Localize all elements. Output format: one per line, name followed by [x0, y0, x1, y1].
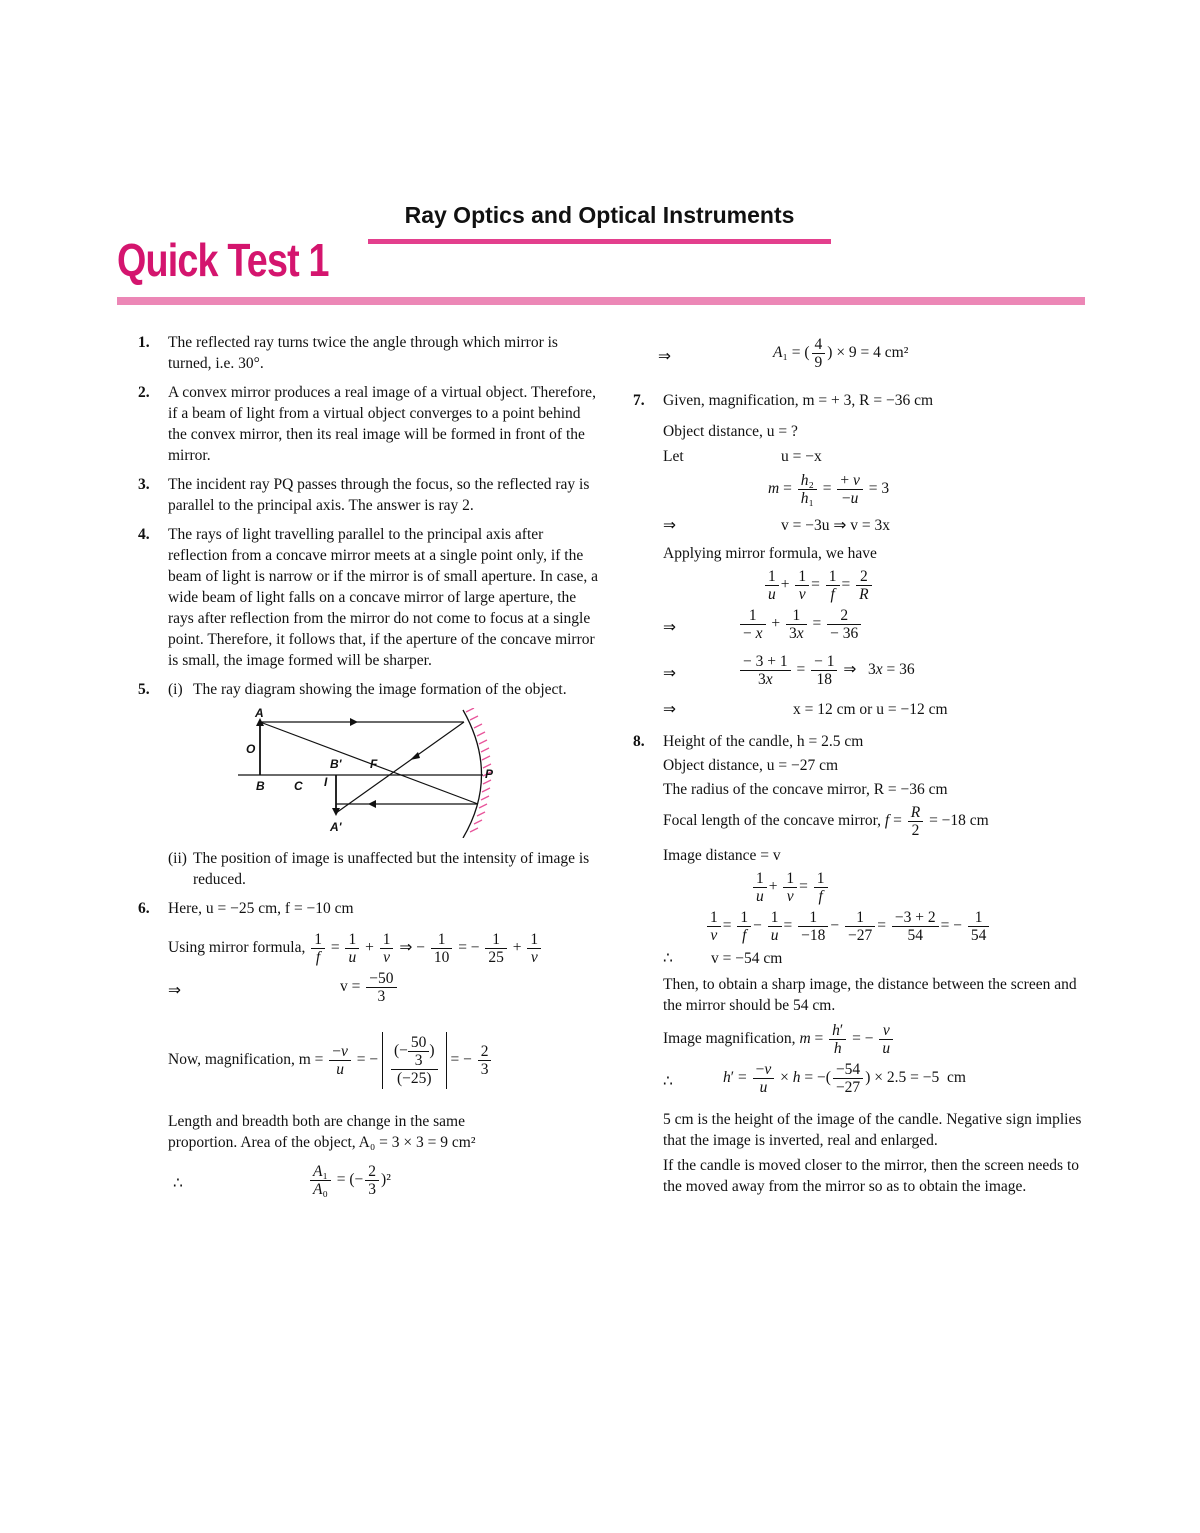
- ray-arrow-icon: [410, 752, 420, 760]
- area-result-line: ⇒ A₁ = ( $\frac{4}{9}$ ) × 9 = 4 cm²: [658, 336, 909, 371]
- v-label: v =: [340, 978, 361, 996]
- ray-through-focus: [260, 722, 478, 804]
- object-distance: Object distance, u = ?: [663, 423, 798, 440]
- answer-number: 3.: [138, 476, 150, 493]
- chapter-title: Ray Optics and Optical Instruments: [404, 202, 795, 228]
- calculation: $\frac{1}{v}$ = $\frac{1}{f}$ − $\frac{1}{u}$ = $\frac{1}{-18}$ − $\frac{1}{-27}$ = $\frac{-3 + 2}{54}$ = − $\frac{1}{54}$: [663, 909, 1088, 944]
- answer-number: 8.: [633, 733, 645, 750]
- magnification-result: = −: [450, 1051, 472, 1069]
- v-result: v = −54 cm: [711, 950, 783, 967]
- label-A-prime: A': [330, 820, 342, 834]
- answer-number: 4.: [138, 526, 150, 543]
- formula-label: Using mirror formula,: [168, 939, 306, 957]
- implies-symbol: ⇒: [168, 982, 181, 999]
- page-title: Quick Test 1: [117, 234, 329, 286]
- given-values: Given, magnification, m = + 3, R = −36 cm: [663, 392, 934, 409]
- ray-diagram: [238, 708, 498, 838]
- answer-6: [138, 898, 598, 1203]
- step-2: ⇒ $\frac{- 3 + 1}{3x}$ = $\frac{- 1}{18}$ ⇒ 3x = 36: [663, 653, 915, 688]
- label-I: I: [324, 775, 328, 789]
- answer-5-part-1: [168, 679, 598, 700]
- step-1: ⇒ $\frac{1}{- x}$ + $\frac{1}{3x}$ = $\frac{2}{- 36}$: [663, 607, 1088, 649]
- mag-numerator: 2: [478, 1043, 492, 1061]
- answer-number: 5.: [138, 681, 150, 698]
- chapter-title-underline: [368, 239, 831, 244]
- label-P: P: [485, 767, 494, 781]
- mirror-radius: The radius of the concave mirror, R = −36 cm: [663, 781, 948, 798]
- part-number: (ii): [168, 850, 187, 867]
- answer-number: 7.: [633, 392, 645, 409]
- v-numerator: −50: [366, 970, 396, 988]
- answer-1: [138, 332, 598, 374]
- answer-text: The rays of light travelling parallel to the principal axis after reflection from a concave mirror meets at a single point only, if the beam of light is narrow or if the mirror is of small aperture. In case, a wide beam of light falls on a concave mirror of large aperture, the rays after reflection from the mirror do not come to focus at a single point. Therefore, it follows that, if the aperture of the concave mirror is small, the image formed will be sharper.: [168, 526, 598, 669]
- magnification-line: Image magnification, m = $\frac{h'}{h}$ = − $\frac{v}{u}$: [663, 1022, 1088, 1057]
- answer-5: [138, 679, 598, 890]
- answer-number: 1.: [138, 334, 150, 351]
- v-result-line: [168, 970, 598, 1010]
- answer-text: A convex mirror produces a real image of a virtual object. Therefore, if a beam of light from a virtual object converges to a point behind the convex mirror, then its real image will be formed in front of the mirror.: [168, 384, 596, 464]
- left-column: [138, 332, 598, 1211]
- part-text: The ray diagram showing the image formation of the object.: [193, 681, 567, 698]
- label-F: F: [370, 757, 378, 771]
- given-values: Here, u = −25 cm, f = −10 cm: [168, 900, 354, 917]
- part-text: The position of image is unaffected but the intensity of image is reduced.: [193, 850, 590, 888]
- answer-text: The incident ray PQ passes through the focus, so the reflected ray is parallel to the principal axis. The answer is ray 2.: [168, 476, 590, 514]
- answer-4: [138, 524, 598, 671]
- ray-arrow-icon: [368, 800, 376, 808]
- answer-2: [138, 382, 598, 466]
- closer-text: If the candle is moved closer to the mirror, then the screen needs to the moved away from the mirror so as to obtain the image.: [663, 1157, 1080, 1195]
- reflected-ray-focus: [336, 722, 464, 813]
- magnification-label: Now, magnification, m =: [168, 1051, 324, 1069]
- let-equation: u = −x: [781, 448, 822, 465]
- object-distance: Object distance, u = −27 cm: [663, 757, 839, 774]
- candle-height: Height of the candle, h = 2.5 cm: [663, 733, 864, 750]
- m-equation: m = $\frac{\text{h₂}}{\text{h₁}}$ = $\frac{+ v}{-u}$ = 3: [768, 472, 890, 507]
- v-denominator: 3: [377, 988, 386, 1005]
- concave-mirror: [463, 710, 482, 838]
- conclusion-text: 5 cm is the height of the image of the candle. Negative sign implies that the image is inverted, real and enlarged.: [663, 1111, 1082, 1149]
- image-distance: Image distance = v: [663, 847, 781, 864]
- right-column: [633, 332, 1088, 1205]
- focal-length: Focal length of the concave mirror, f = $\frac{R}{2}$ = −18 cm: [663, 804, 989, 839]
- mirror-formula: $\frac{1}{u}$ + $\frac{1}{v}$ = $\frac{1}{f}$: [663, 870, 1088, 905]
- magnification-line: Now, magnification, m = $\frac{-v}{u}$ = − (− $\frac{50}{3}$ ) (−25) = − $\frac{2}{3}$: [168, 1032, 598, 1089]
- answer-number: 6.: [138, 900, 150, 917]
- area-ratio-line: ∴ $\frac{\text{A₁}}{\text{A₀}}$ = (− $\frac{2}{3}$ )²: [173, 1163, 391, 1198]
- answer-8: [633, 731, 1088, 1197]
- part-number: (i): [168, 681, 183, 698]
- step-3: x = 12 cm or u = −12 cm: [793, 701, 948, 718]
- label-B-prime: B': [330, 757, 342, 771]
- title-divider: [117, 297, 1085, 305]
- screen-text: Then, to obtain a sharp image, the distance between the screen and the mirror should be 54 cm.: [663, 976, 1077, 1014]
- step-3-line: ⇒ x = 12 cm or u = −12 cm: [663, 701, 948, 718]
- label-C: C: [294, 779, 303, 793]
- label-O: O: [246, 742, 256, 756]
- apply-text: Applying mirror formula, we have: [663, 545, 877, 562]
- answer-text: The reflected ray turns twice the angle through which mirror is turned, i.e. 30°.: [168, 334, 558, 372]
- let-line: [663, 446, 1088, 468]
- h-prime-line: ∴ h′ = $\frac{-v}{u}$ × h = −( $\frac{-54}{-27}$ ) × 2.5 = −5 cm: [663, 1061, 966, 1096]
- v-equation: v = −3u ⇒ v = 3x: [781, 517, 890, 534]
- answer-5-part-2: [168, 848, 598, 890]
- mag-denominator: 3: [480, 1061, 489, 1078]
- v-equation-line: [663, 515, 1088, 539]
- area-text-2: proportion. Area of the object, A₀ = 3 × 3 = 9 cm²: [168, 1134, 476, 1151]
- v-result-line: [663, 948, 1088, 970]
- answer-number: 2.: [138, 384, 150, 401]
- ray-arrow-icon: [350, 718, 358, 726]
- therefore-symbol: ∴: [173, 1175, 183, 1192]
- implies-symbol: ⇒: [663, 517, 676, 534]
- image-arrowhead: [332, 808, 340, 816]
- label-B: B: [256, 779, 265, 793]
- let-label: Let: [663, 448, 684, 465]
- answer-7: [633, 390, 1088, 723]
- label-A: A: [255, 708, 264, 720]
- area-text-1: Length and breadth both are change in the same: [168, 1113, 465, 1130]
- answer-3: [138, 474, 598, 516]
- mirror-formula: $\frac{1}{u}$ + $\frac{1}{v}$ = $\frac{1}{f}$ = $\frac{2}{R}$: [663, 568, 1088, 603]
- therefore-symbol: ∴: [663, 950, 673, 967]
- mirror-formula-line: Using mirror formula, $\frac{1}{f}$ = $\frac{1}{u}$ + $\frac{1}{v}$ ⇒ − $\frac{1}{10}$ = − $\frac{1}{25}$ + $\frac{1}{v}$: [168, 931, 598, 966]
